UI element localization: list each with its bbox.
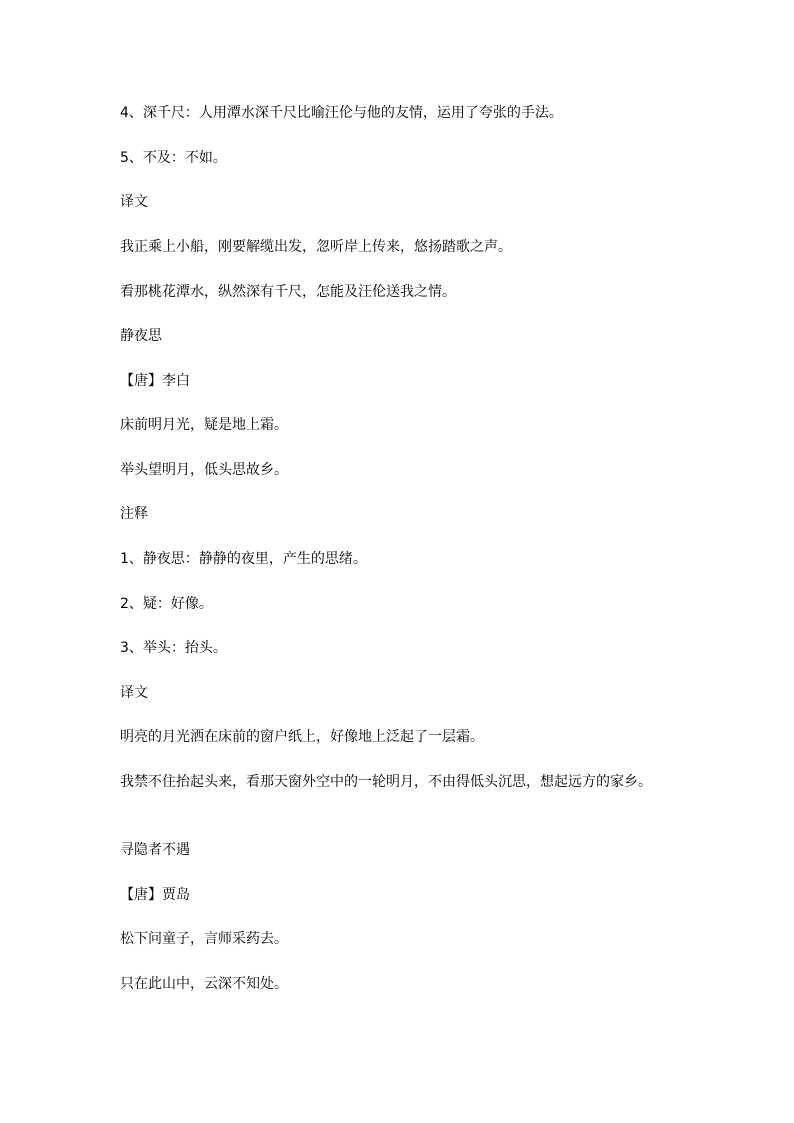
note-2: 2、疑：好像。 (120, 596, 213, 612)
poem-title: 静夜思 (120, 328, 162, 344)
section-heading-translation: 译文 (120, 194, 148, 210)
note-1: 1、静夜思：静静的夜里，产生的思绪。 (120, 551, 367, 567)
translation-line-2: 我禁不住抬起头来，看那天窗外空中的一轮明月，不由得低头沉思，想起远方的家乡。 (120, 774, 652, 790)
translation-line-1: 明亮的月光洒在床前的窗户纸上，好像地上泛起了一层霜。 (120, 729, 484, 745)
poem-line-1: 床前明月光，疑是地上霜。 (120, 417, 288, 433)
poem-title: 寻隐者不遇 (120, 842, 190, 858)
section-heading-translation: 译文 (120, 685, 148, 701)
poem-line-2: 只在此山中，云深不知处。 (120, 976, 288, 992)
annotation-4: 4、深千尺：人用潭水深千尺比喻汪伦与他的友情，运用了夸张的手法。 (120, 105, 563, 121)
poem-line-2: 举头望明月，低头思故乡。 (120, 462, 288, 478)
translation-line-1: 我正乘上小船，刚要解缆出发，忽听岸上传来，悠扬踏歌之声。 (120, 239, 512, 255)
section-heading-notes: 注释 (120, 506, 148, 522)
note-3: 3、举头：抬头。 (120, 640, 227, 656)
poem-author: 【唐】贾岛 (120, 887, 190, 903)
translation-line-2: 看那桃花潭水，纵然深有千尺，怎能及汪伦送我之情。 (120, 284, 456, 300)
poem-line-1: 松下问童子，言师采药去。 (120, 931, 288, 947)
annotation-5: 5、不及：不如。 (120, 150, 227, 166)
poem-author: 【唐】李白 (120, 373, 190, 389)
